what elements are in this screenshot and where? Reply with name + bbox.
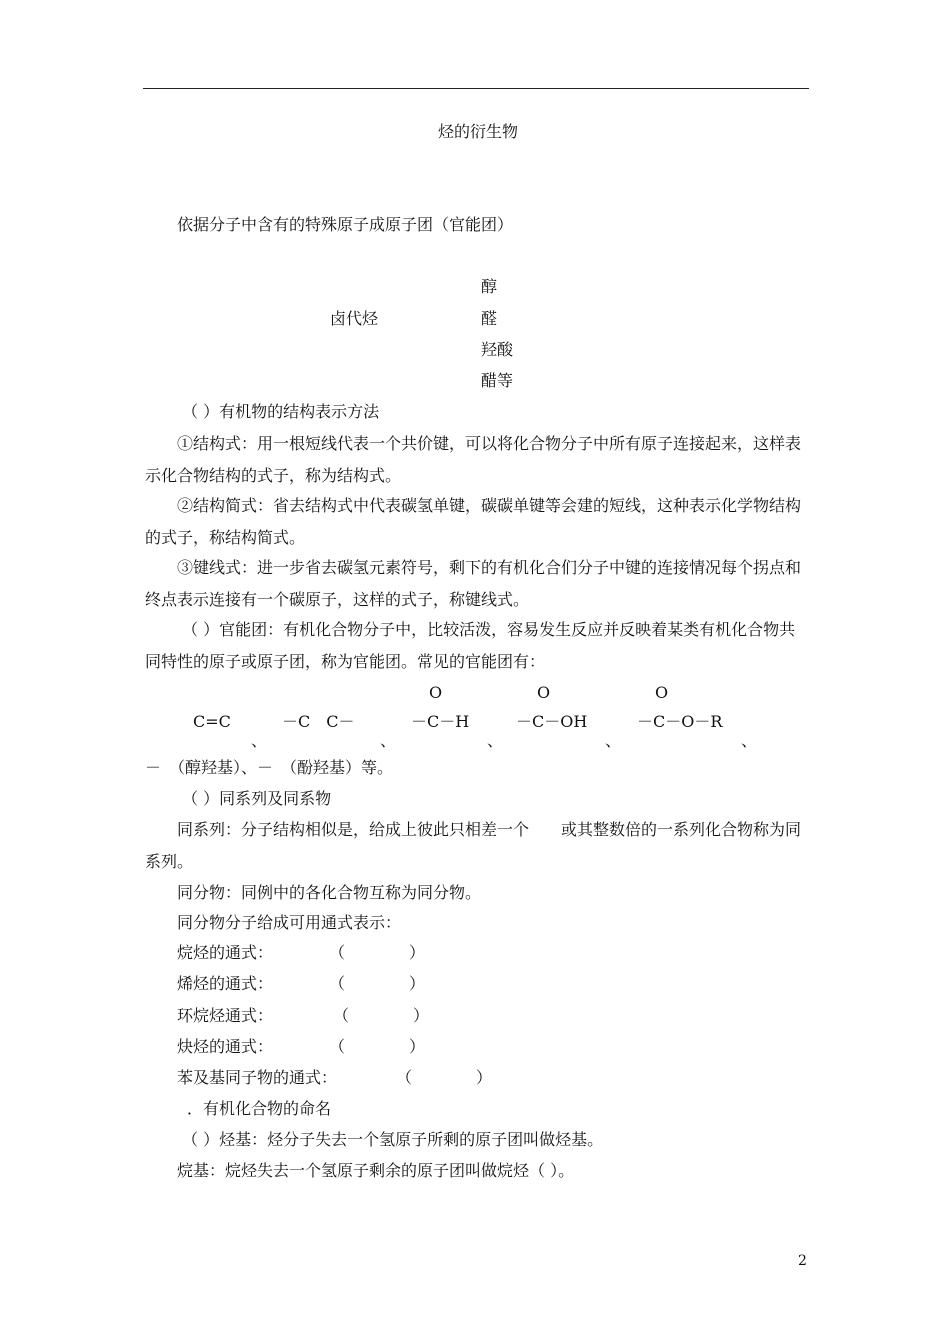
group-formula-alkyne: －C C－	[282, 712, 355, 731]
class-item: 醋等	[481, 371, 514, 390]
group-formula-carboxyl: －C－OH	[516, 712, 588, 731]
alkyl-definition: （ ）烃基：烃分子失去一个氢原子所剩的原子团叫做烃基。	[182, 1130, 604, 1149]
class-left-label: 卤代烃	[330, 309, 379, 328]
class-item: 羟酸	[481, 340, 514, 359]
naming-heading: ．有机化合物的命名	[187, 1099, 332, 1118]
paragraph-structural-formula: ①结构式：用一根短线代表一个共价键，可以将化合物分子中所有原子连接起来，这样表示化合物结构的式子，称为结构式。	[145, 434, 802, 485]
class-item: 醇	[481, 277, 498, 296]
separator: 、	[487, 731, 504, 750]
class-item: 醛	[481, 309, 498, 328]
separator: 、	[251, 731, 268, 750]
separator: 、	[605, 731, 622, 750]
general-formula-blank: （ ）	[329, 943, 426, 962]
general-formula-blank: （ ）	[329, 974, 426, 993]
paragraph-functional-group: （ ）官能团：有机化合物分子中，比较活泼，容易发生反应并反映着某类有机化合物共同特性的原子或原子团，称为官能团。常见的官能团有：	[145, 620, 796, 671]
general-formula-label: 炔烃的通式：	[177, 1037, 274, 1056]
section-heading-structure: （ ）有机物的结构表示方法	[182, 402, 380, 421]
paragraph-homolog-series: 同系列：分子结构相似是，给成上彼此只相差一个 或其整数倍的一系列化合物称为同系列。	[145, 820, 802, 871]
paragraph-skeletal-formula: ③键线式：进一步省去碳氢元素符号，剩下的有机化合们分子中键的连接情况每个拐点和终点表示连接有一个碳原子，这样的式子，称键线式。	[145, 558, 802, 609]
section-heading-homolog: （ ）同系列及同系物	[182, 789, 332, 808]
carbonyl-oxygen-label: O	[429, 683, 443, 702]
paragraph-condensed-formula: ②结构简式：省去结构式中代表碳氢单键，碳碳单键等会建的短线，这种表示化学物结构的式子，称结构简式。	[145, 496, 802, 547]
group-formula-ester: －C－O－R	[637, 712, 723, 731]
carbonyl-oxygen-label: O	[655, 683, 669, 702]
separator: 、	[741, 731, 758, 750]
group-formula-aldehyde: －C－H	[411, 712, 470, 731]
general-formula-blank: （ ）	[396, 1068, 493, 1087]
page-number: 2	[798, 1253, 807, 1269]
carbonyl-oxygen-label: O	[537, 683, 551, 702]
general-formula-label: 苯及基同子物的通式：	[177, 1068, 338, 1087]
header-rule	[143, 88, 809, 89]
general-formula-intro: 同分物分子给成可用通式表示：	[177, 913, 402, 932]
hydroxyl-line: － （醇羟基）、－ （酚羟基）等。	[145, 758, 394, 777]
general-formula-blank: （ ）	[333, 1006, 430, 1025]
intro-line: 依据分子中含有的特殊原子成原子团（官能团）	[177, 215, 514, 234]
general-formula-label: 烯烃的通式：	[177, 974, 274, 993]
separator: 、	[380, 731, 397, 750]
group-formula-alkene: C=C	[193, 712, 231, 731]
alkane-group-definition: 烷基：烷烃失去一个氢原子剩余的原子团叫做烷烃（ ）。	[177, 1161, 575, 1180]
page-title: 烃的衍生物	[438, 122, 519, 141]
general-formula-blank: （ ）	[329, 1037, 426, 1056]
homolog-definition: 同分物：同例中的各化合物互称为同分物。	[177, 883, 482, 902]
general-formula-label: 环烷烃通式：	[177, 1006, 274, 1025]
general-formula-label: 烷烃的通式：	[177, 943, 274, 962]
